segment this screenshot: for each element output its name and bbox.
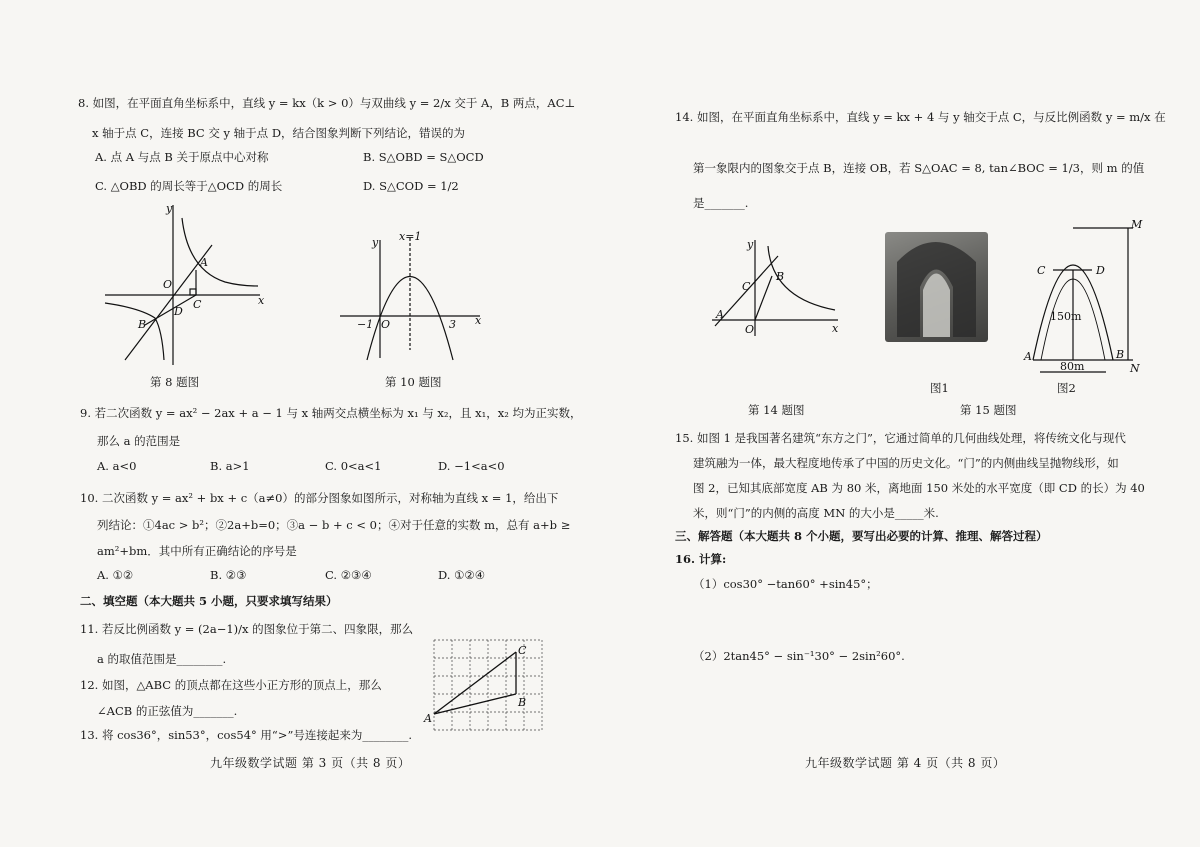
- q14-fig-x-label: x: [832, 322, 839, 335]
- q8-fig-point-c: C: [193, 298, 202, 311]
- q16-part1: （1）cos30° −tan60° +sin45°；: [693, 577, 878, 591]
- q14-fig-point-b: B: [776, 270, 785, 283]
- q9-line2: 那么 a 的范围是: [97, 434, 181, 448]
- q15-fig-point-n: N: [1130, 362, 1140, 375]
- q15-fig-point-m: M: [1131, 218, 1143, 231]
- q9-option-d: D. −1<a<0: [438, 459, 505, 473]
- q13-text: 13. 将 cos36°，sin53°，cos54° 用“>”号连接起来为________.: [80, 728, 412, 742]
- q10-fig-three: 3: [449, 318, 456, 331]
- q15-fig-height-label: 150m: [1050, 310, 1082, 323]
- q12-figure: [424, 636, 548, 746]
- q14-fig-point-c: C: [742, 280, 751, 293]
- footer-page-4: 九年级数学试题 第 4 页（共 8 页）: [805, 756, 1006, 770]
- q14-fig-origin: O: [745, 323, 755, 336]
- q8-fig-x-label: x: [258, 294, 265, 307]
- q10-fig-axis-label: x=1: [399, 230, 422, 243]
- q8-fig-point-b: B: [138, 318, 147, 331]
- q12-fig-point-b: B: [518, 696, 527, 709]
- q8-line1: 8. 如图，在平面直角坐标系中，直线 y = kx（k > 0）与双曲线 y = 2/x 交于 A，B 两点，AC⊥: [78, 96, 576, 110]
- q12-fig-point-c: C: [518, 644, 527, 657]
- q8-option-d: D. S△COD = 1/2: [363, 179, 459, 193]
- q14-line3: 是_______.: [693, 196, 749, 210]
- q15-fig-width-label: 80m: [1060, 360, 1085, 373]
- footer-page-3: 九年级数学试题 第 3 页（共 8 页）: [210, 756, 411, 770]
- q8-option-c: C. △OBD 的周长等于△OCD 的周长: [95, 179, 283, 193]
- fig1-caption: 图1: [930, 381, 949, 395]
- q16-title: 16. 计算:: [675, 552, 727, 566]
- fig2-caption: 图2: [1057, 381, 1076, 395]
- q15-fig-point-a: A: [1024, 350, 1032, 363]
- q8-fig-point-d: D: [174, 305, 183, 318]
- q10-fig-origin: O: [381, 318, 391, 331]
- q11-line1: 11. 若反比例函数 y = (2a−1)/x 的图象位于第二、四象限，那么: [80, 622, 414, 636]
- section-3-heading: 三、解答题（本大题共 8 个小题，要写出必要的计算、推理、解答过程）: [675, 529, 1048, 543]
- q10-line3: am²+bm．其中所有正确结论的序号是: [97, 544, 297, 558]
- q15-caption: 第 15 题图: [960, 403, 1017, 417]
- q15-fig-point-d: D: [1096, 264, 1105, 277]
- q8-fig-y-label: y: [166, 202, 173, 215]
- q15-line1: 15. 如图 1 是我国著名建筑“东方之门”，它通过简单的几何曲线处理，将传统文化与现代: [675, 431, 1126, 445]
- q8-fig-point-a: A: [200, 256, 208, 269]
- q9-line1: 9. 若二次函数 y = ax² − 2ax + a − 1 与 x 轴两交点横坐标为 x₁ 与 x₂，且 x₁，x₂ 均为正实数，: [80, 406, 582, 420]
- dongfang-gate-photo: [885, 232, 988, 342]
- q8-line2: x 轴于点 C，连接 BC 交 y 轴于点 D，结合图象判断下列结论，错误的为: [92, 126, 466, 140]
- q10-option-d: D. ①②④: [438, 568, 486, 582]
- q14-line2: 第一象限内的图象交于点 B，连接 OB，若 S△OAC = 8, tan∠BOC = 1/3，则 m 的值: [693, 161, 1145, 175]
- section-2-heading: 二、填空题（本大题共 5 小题，只要求填写结果）: [80, 594, 338, 608]
- q15-fig-point-b: B: [1116, 348, 1125, 361]
- q15-fig-point-c: C: [1037, 264, 1046, 277]
- q10-option-b: B. ②③: [210, 568, 247, 582]
- q14-figure: [710, 238, 840, 338]
- q15-figure2: [1024, 218, 1143, 378]
- q10-fig-x-label: x: [475, 314, 482, 327]
- q8-caption: 第 8 题图: [150, 375, 200, 389]
- q10-caption: 第 10 题图: [385, 375, 442, 389]
- q10-fig-y-label: y: [372, 236, 379, 249]
- q14-fig-y-label: y: [747, 238, 754, 251]
- q10-line2: 列结论：①4ac > b²；②2a+b=0；③a − b + c < 0；④对于任意的实数 m，总有 a+b ≥: [97, 518, 571, 532]
- q15-line4: 米，则“门”的内侧的高度 MN 的大小是_____米.: [693, 506, 939, 520]
- q10-figure: [335, 228, 485, 363]
- q8-figure: [100, 200, 270, 370]
- q9-option-c: C. 0<a<1: [325, 459, 382, 473]
- q16-part2: （2）2tan45° − sin⁻¹30° − 2sin²60°.: [693, 649, 905, 663]
- q10-option-c: C. ②③④: [325, 568, 372, 582]
- q8-option-b: B. S△OBD = S△OCD: [363, 150, 484, 164]
- q14-caption: 第 14 题图: [748, 403, 805, 417]
- q10-option-a: A. ①②: [97, 568, 134, 582]
- q15-line3: 图 2，已知其底部宽度 AB 为 80 米，离地面 150 米处的水平宽度（即 CD 的长）为 40: [693, 481, 1145, 495]
- page-4: [600, 0, 1200, 847]
- q14-line1: 14. 如图，在平面直角坐标系中，直线 y = kx + 4 与 y 轴交于点 C，与反比例函数 y = m/x 在: [675, 110, 1166, 124]
- q9-option-b: B. a>1: [210, 459, 250, 473]
- q10-fig-minus1: −1: [357, 318, 374, 331]
- q11-line2: a 的取值范围是________.: [97, 652, 227, 666]
- q14-fig-point-a: A: [716, 308, 724, 321]
- q12-line1: 12. 如图，△ABC 的顶点都在这些小正方形的顶点上，那么: [80, 678, 382, 692]
- q9-option-a: A. a<0: [97, 459, 137, 473]
- q12-line2: ∠ACB 的正弦值为_______.: [97, 704, 238, 718]
- q10-line1: 10. 二次函数 y = ax² + bx + c（a≠0）的部分图象如图所示，对称轴为直线 x = 1，给出下: [80, 491, 559, 505]
- q8-fig-point-o: O: [163, 278, 173, 291]
- q15-line2: 建筑融为一体，最大程度地传承了中国的历史文化。“门”的内侧曲线呈抛物线形，如: [693, 456, 1119, 470]
- q8-option-a: A. 点 A 与点 B 关于原点中心对称: [95, 150, 269, 164]
- q12-fig-point-a: A: [424, 712, 432, 725]
